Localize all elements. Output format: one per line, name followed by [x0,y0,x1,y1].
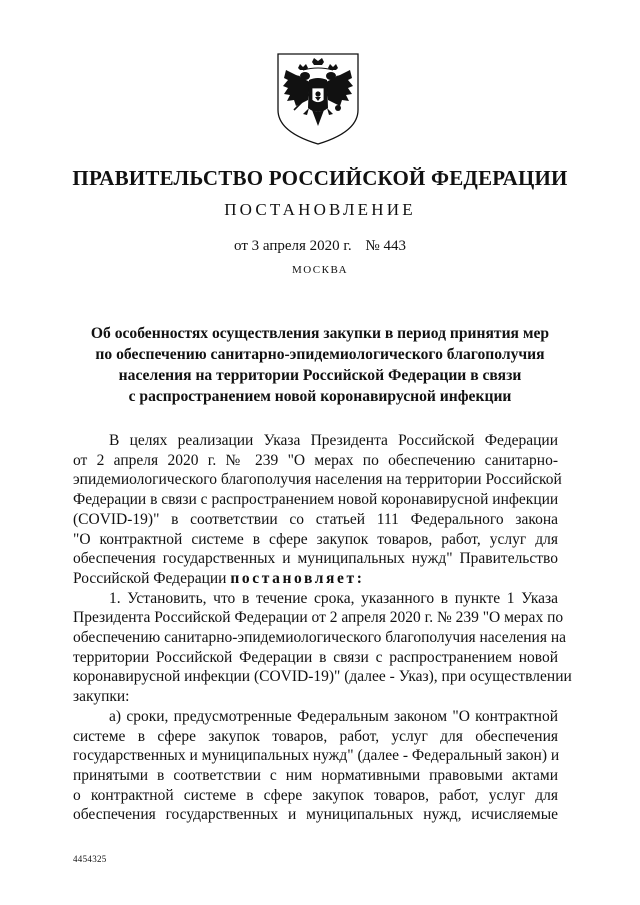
body-line: 1. Установить, что в течение срока, указанного в пункте 1 Указа [109,589,558,607]
body-line: а) сроки, предусмотренные Федеральным законом "О контрактной [109,707,558,725]
subject-line: Об особенностях осуществления закупки в период принятия мер [90,325,550,342]
document-code: 4454325 [73,854,107,864]
body-line: обеспечению санитарно-эпидемиологического благополучия населения на [73,629,567,647]
body-line: от 2 апреля 2020 г. № 239 "О мерах по обеспечению санитарно- [73,451,558,469]
document-type: ПОСТАНОВЛЕНИЕ [224,200,416,219]
document-subject [70,323,570,407]
body-line: Президента Российской Федерации от 2 апреля 2020 г. № 239 "О мерах по [73,609,564,627]
body-line: системе в сфере закупок товаров, работ, услуг для обеспечения [73,727,558,745]
body-line: коронавирусной инфекции (COVID-19)" (далее - Указ), при осуществлении [73,668,572,686]
number-label: № [365,238,380,254]
body-line: эпидемиологического благополучия населения на территории Российской [73,471,562,489]
document-body [73,431,572,825]
subject-line: с распространением новой коронавирусной инфекции [128,388,512,405]
body-line: (COVID-19)" в соответствии со статьей 111 Федерального закона [73,510,558,528]
body-line [73,569,558,589]
document-date-line [60,238,580,255]
subject-line: по обеспечению санитарно-эпидемиологического благополучия [95,346,545,363]
russian-coat-of-arms-icon [272,48,364,148]
body-line: "О контрактной системе в сфере закупок товаров, работ, услуг для [73,530,558,548]
body-line: территории Российской Федерации в связи с распространением новой [73,648,558,666]
document-date: от 3 апреля 2020 г. [234,238,352,254]
body-line: государственных и муниципальных нужд" (далее - Федеральный закон) и [73,747,560,765]
body-line: о контрактной системе в сфере закупок товаров, работ, услуг для [73,786,558,804]
body-line: принятыми в соответствии с ним нормативными правовыми актами [73,766,558,784]
government-title: ПРАВИТЕЛЬСТВО РОССИЙСКОЙ ФЕДЕРАЦИИ [72,166,568,190]
document-city: МОСКВА [291,264,349,276]
body-line: В целях реализации Указа Президента Российской Федерации [109,432,558,449]
body-line: обеспечения государственных и муниципальных нужд, исчисляемые [73,806,558,824]
body-line: закупки: [73,688,130,706]
document-number: 443 [383,238,406,254]
decree-word: постановляет: [230,569,365,587]
body-line: обеспечения государственных и муниципальных нужд" Правительство [73,550,558,568]
subject-line: населения на территории Российской Федерации в связи [118,367,522,384]
body-line: Федерации в связи с распространением новой коронавирусной инфекции [73,491,559,509]
preamble-closing: Российской Федерации [73,569,227,587]
